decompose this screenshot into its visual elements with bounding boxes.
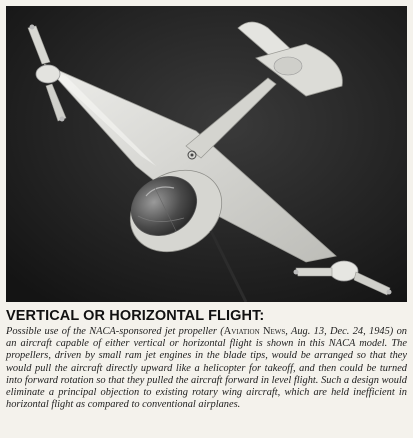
headline: VERTICAL OR HORIZONTAL FLIGHT:	[6, 308, 265, 324]
right-propeller-hub	[330, 261, 358, 281]
left-propeller-hub	[36, 65, 60, 83]
photo-caption	[6, 326, 407, 411]
aircraft-model-illustration	[6, 6, 407, 302]
aircraft-model-photo	[6, 6, 407, 302]
right-propeller-blade-left	[296, 268, 332, 276]
publication-name: Aviation News	[223, 326, 286, 337]
caption-text-rest: , Aug. 13, Dec. 24, 1945) on an aircraft capable of either vertical or horizontal flight is shown in this NACA model. The propellers, driven by small ram jet engines in the blade tips, would be arranged so that they would pull the aircraft directly upward like a helicopter for takeoff, and then could be turned into forward rotation so that they pulled the aircraft forward in level flight. Such a design would eliminate a principal objection to existing rotary wing aircraft, which are held inefficient in horizontal flight as compared to conventional airplanes.	[6, 326, 408, 411]
caption-text-start: Possible use of the NACA-sponsored jet propeller (	[6, 326, 224, 337]
